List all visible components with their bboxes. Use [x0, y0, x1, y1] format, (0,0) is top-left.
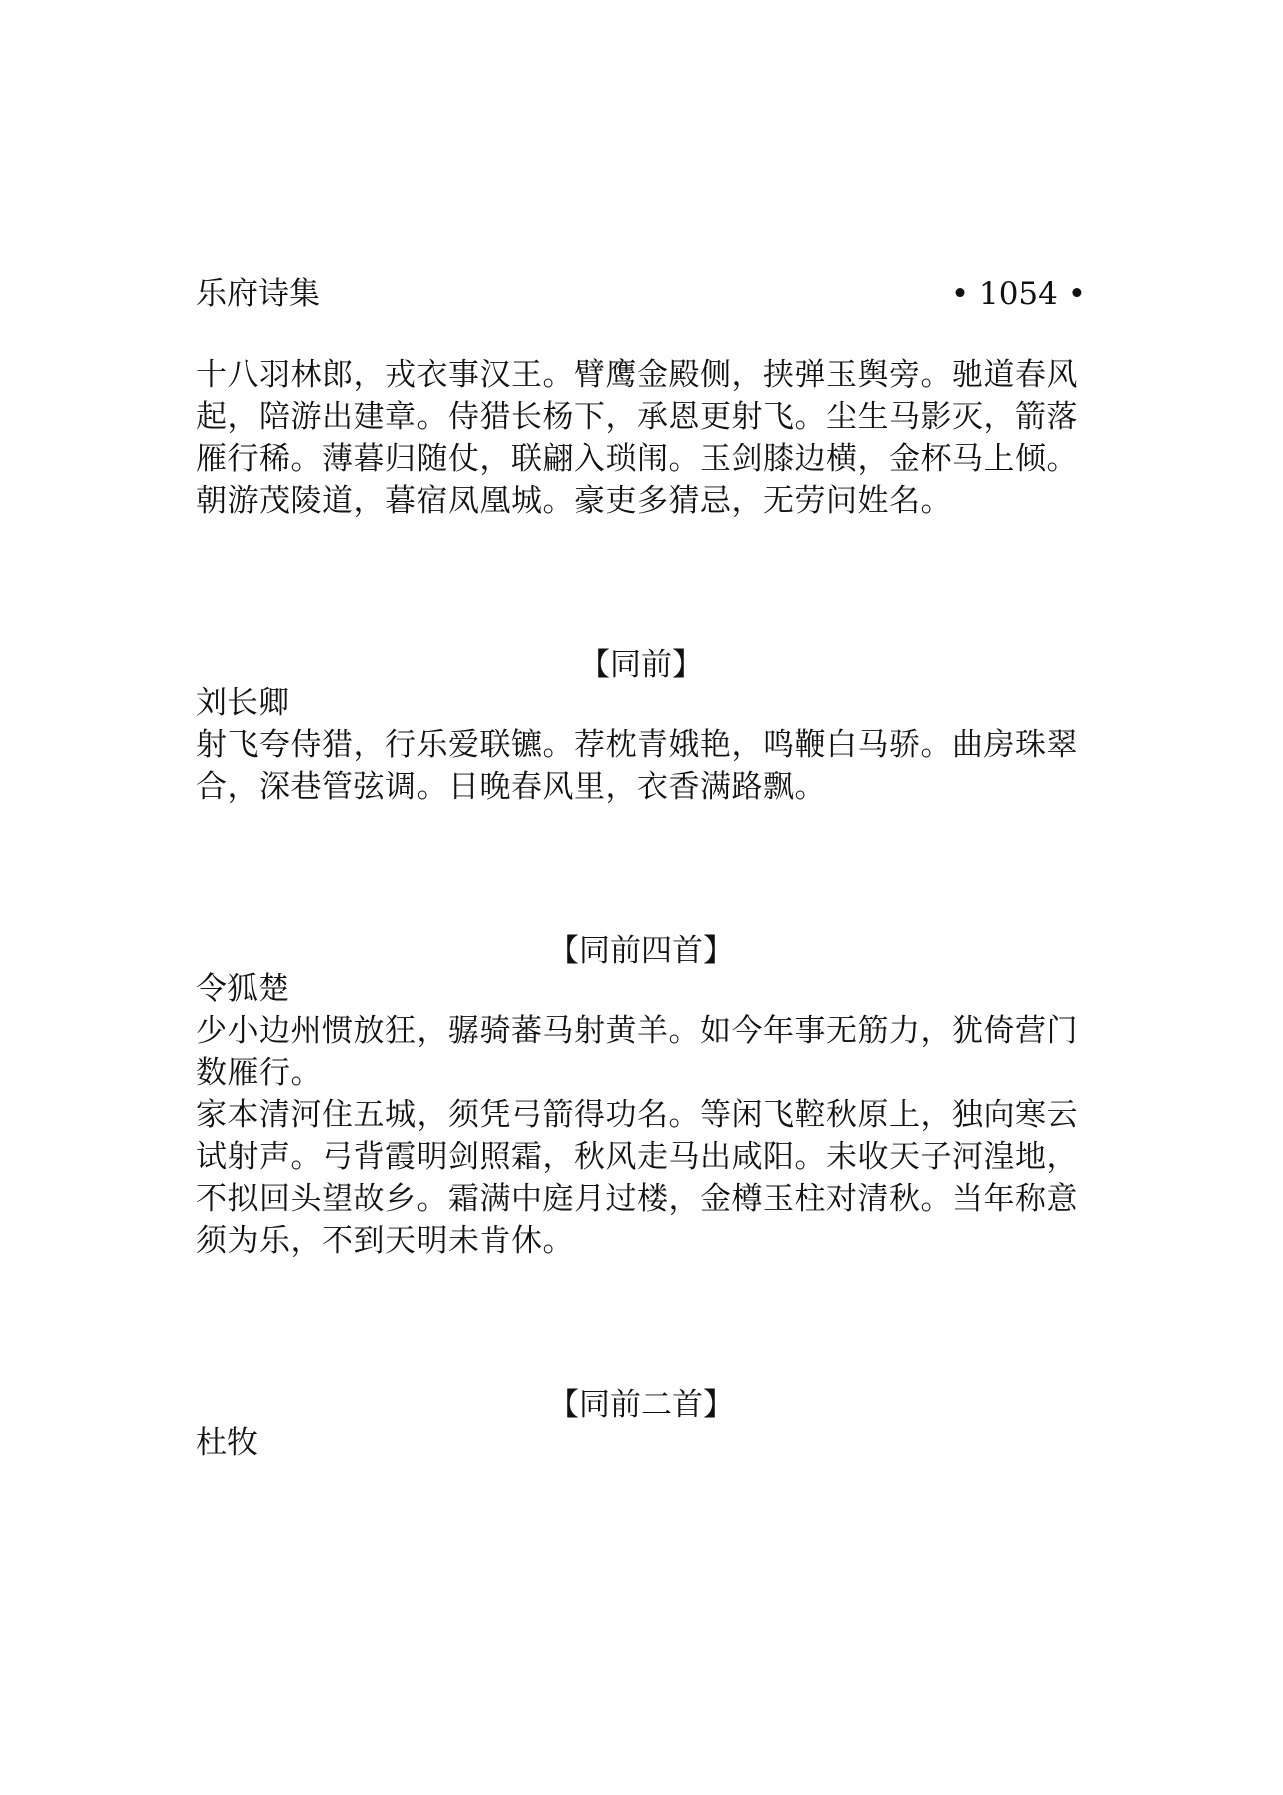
poem-author: 令狐楚: [196, 971, 289, 1007]
poem-author: 刘长卿: [196, 685, 289, 721]
poem-text: 少小边州惯放狂，骣骑蕃马射黄羊。如今年事无筋力，犹倚营门数雁行。: [196, 1013, 1078, 1091]
section-title: 【同前四首】: [548, 933, 734, 969]
page-header: [196, 268, 1086, 318]
poem-text: 射飞夸侍猎，行乐爱联镳。荐枕青娥艳，鸣鞭白马骄。曲房珠翠合，深巷管弦调。日晚春风里，衣香满路飘。: [196, 727, 1078, 805]
section-title: 【同前二首】: [548, 1387, 734, 1423]
poem-author: 杜牧: [196, 1425, 258, 1461]
section-title: 【同前】: [579, 647, 703, 683]
poem-text: 家本清河住五城，须凭弓箭得功名。等闲飞鞚秋原上，独向寒云试射声。弓背霞明剑照霜，秋风走马出咸阳。未收天子河湟地，不拟回头望故乡。霜满中庭月过楼，金樽玉柱对清秋。当年称意须为乐，不到天明未肯休。: [196, 1097, 1078, 1259]
page-number: • 1054 •: [950, 276, 1086, 312]
document-page: [196, 268, 1086, 1464]
poem-text: 十八羽林郎，戎衣事汉王。臂鹰金殿侧，挟弹玉舆旁。驰道春风起，陪游出建章。侍猎长杨下，承恩更射飞。尘生马影灭，箭落雁行稀。薄暮归随仗，联翩入琐闱。玉剑膝边横，金杯马上倾。朝游茂陵道，暮宿凤凰城。豪吏多猜忌，无劳问姓名。: [196, 357, 1078, 519]
book-title: 乐府诗集: [196, 276, 320, 312]
